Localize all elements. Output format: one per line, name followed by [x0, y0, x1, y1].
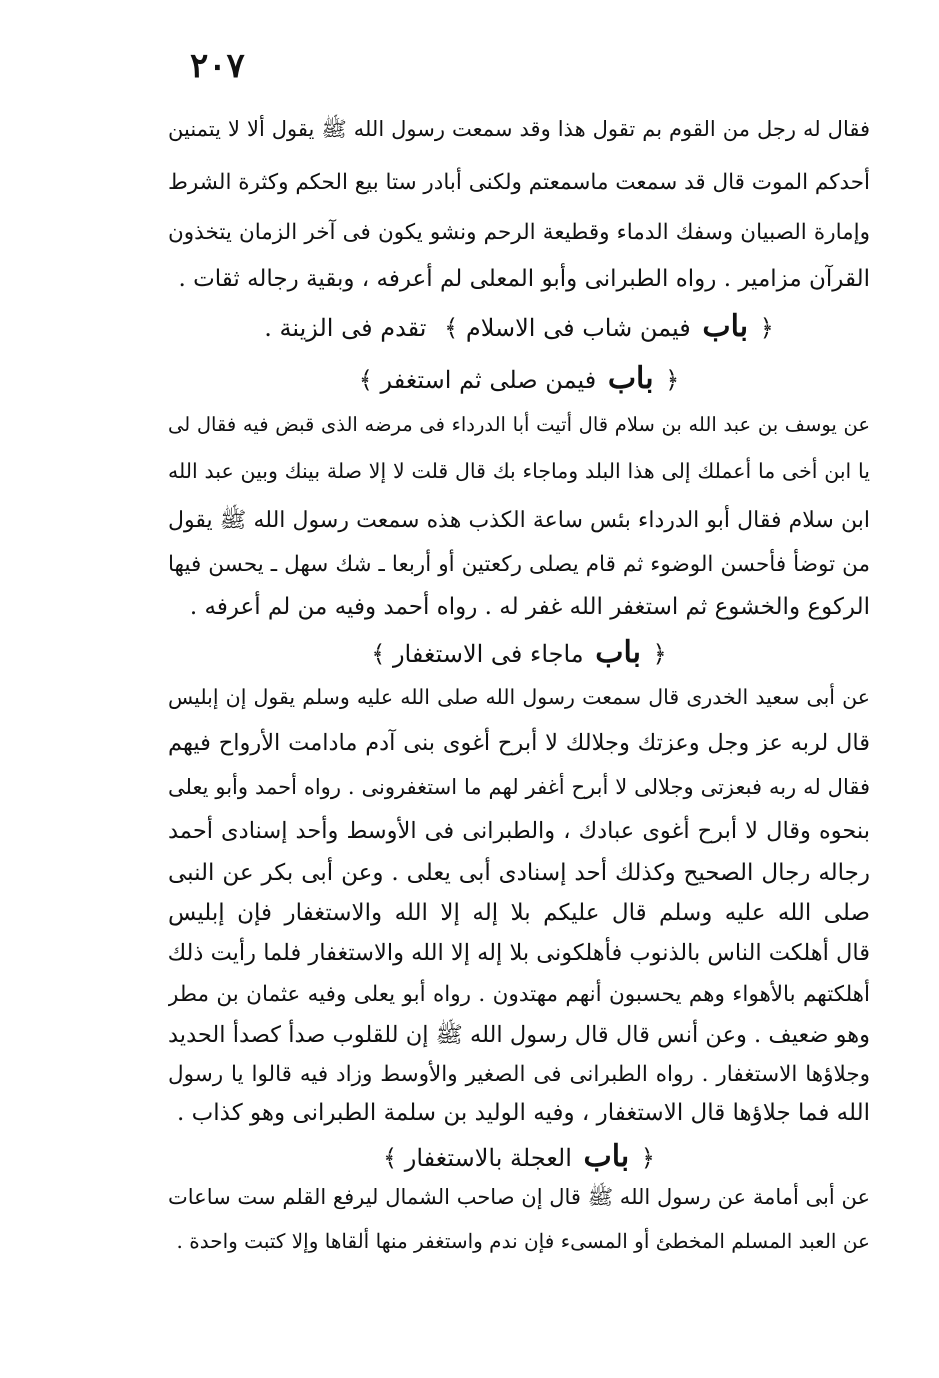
heading-bab-label: باب	[583, 1139, 630, 1174]
text-line: يا ابن أخى ما أعملك إلى هذا البلد وماجاء بك قال قلت لا إلا صلة بينك وبين عبد الله	[168, 459, 870, 483]
text-line: فقال له ربه فبعزتى وجلالى لا أبرح أغفر لهم ما استغفرونى . رواه أحمد وأبو يعلى	[168, 775, 870, 799]
text-line: ابن سلام فقال أبو الدرداء بئس ساعة الكذب هذه سمعت رسول الله ﷺ يقول	[168, 508, 870, 533]
text-line: قال لربه عز وجل وعزتك وجلالك لا أبرح أغوى بنى آدم مادامت الأرواح فيهم	[168, 730, 870, 756]
heading-note: تقدم فى الزينة .	[264, 314, 427, 342]
text-line: الله فما جلاؤها قال الاستغفار ، وفيه الوليد بن سلمة الطبرانى وهو كذاب .	[176, 1100, 870, 1126]
heading-close-bracket: ﴾	[358, 366, 373, 394]
text-line: صلى الله عليه وسلم قال عليكم بلا إله إلا الله والاستغفار فإن إبليس	[168, 900, 870, 926]
text-line: فقال له رجل من القوم بم تقول هذا وقد سمعت رسول الله ﷺ يقول ألا لا يتمنين	[168, 117, 870, 141]
chapter-heading	[168, 634, 870, 674]
heading-close-bracket: ﴾	[383, 1144, 398, 1172]
text-line: وإمارة الصبيان وسفك الدماء وقطيعة الرحم ونشو يكون فى آخر الزمان يتخذون	[168, 220, 870, 245]
text-line: عن أبى أمامة عن رسول الله ﷺ قال إن صاحب الشمال ليرفع القلم ست ساعات	[168, 1185, 870, 1209]
text-line: قال أهلكت الناس بالذنوب فأهلكونى بلا إله إلا الله والاستغفار فلما رأيت ذلك	[168, 940, 870, 966]
text-line: عن العبد المسلم المخطئ أو المسىء فإن ندم واستغفر منها ألقاها وإلا كتبت واحدة .	[176, 1229, 870, 1253]
heading-title: فيمن شاب فى الاسلام	[465, 314, 691, 342]
heading-open-bracket: ﴿	[759, 314, 774, 342]
text-line: الركوع والخشوع ثم استغفر الله غفر له . رواه أحمد وفيه من لم أعرفه .	[189, 594, 870, 620]
heading-bab-label: باب	[607, 361, 654, 396]
heading-close-bracket: ﴾	[371, 640, 386, 668]
text-line: وهو ضعيف . وعن أنس قال قال رسول الله ﷺ إن للقلوب صدأ كصدأ الحديد	[168, 1022, 870, 1048]
text-line: أهلكتهم بالأهواء وهم يحسبون أنهم مهتدون . رواه أبو يعلى وفيه عثمان بن مطر	[168, 982, 870, 1007]
text-line: رجاله رجال الصحيح وكذلك أحد إسنادى أبى يعلى . وعن أبى بكر عن النبى	[168, 860, 870, 886]
text-line: القرآن مزامير . رواه الطبرانى وأبو المعلى لم أعرفه ، وبقية رجاله ثقات .	[178, 266, 870, 292]
heading-title: ماجاء فى الاستغفار	[392, 640, 584, 668]
heading-open-bracket: ﴿	[665, 366, 680, 394]
chapter-heading	[168, 308, 870, 348]
text-line: وجلاؤها الاستغفار . رواه الطبرانى فى الصغير والأوسط وزاد فيه قالوا يا رسول	[168, 1062, 870, 1087]
text-line: أحدكم الموت قال قد سمعت ماسمعتم ولكنى أبادر ستا بيع الحكم وكثرة الشرط	[168, 170, 870, 195]
heading-close-bracket: ﴾	[444, 314, 459, 342]
chapter-heading	[168, 360, 870, 400]
heading-bab-label: باب	[595, 635, 642, 670]
heading-title: فيمن صلى ثم استغفر	[380, 366, 597, 394]
text-line: من توضأ فأحسن الوضوء ثم قام يصلى ركعتين أو أربعا ـ شك سهل ـ يحسن فيها	[168, 552, 870, 577]
heading-open-bracket: ﴿	[652, 640, 667, 668]
text-line: بنحوه وقال لا أبرح أغوى عبادك ، والطبرانى فى الأوسط وأحد إسنادى أحمد	[168, 818, 870, 844]
heading-bab-label: باب	[702, 309, 749, 344]
heading-title: العجلة بالاستغفار	[404, 1144, 572, 1172]
heading-open-bracket: ﴿	[640, 1144, 655, 1172]
page-number: ٢٠٧	[190, 46, 245, 86]
text-line: عن أبى سعيد الخدرى قال سمعت رسول الله صلى الله عليه وسلم يقول إن إبليس	[168, 685, 870, 709]
chapter-heading	[168, 1138, 870, 1178]
text-line: عن يوسف بن عبد الله بن سلام قال أتيت أبا الدرداء فى مرضه الذى قبض فيه فقال لى	[168, 413, 870, 436]
